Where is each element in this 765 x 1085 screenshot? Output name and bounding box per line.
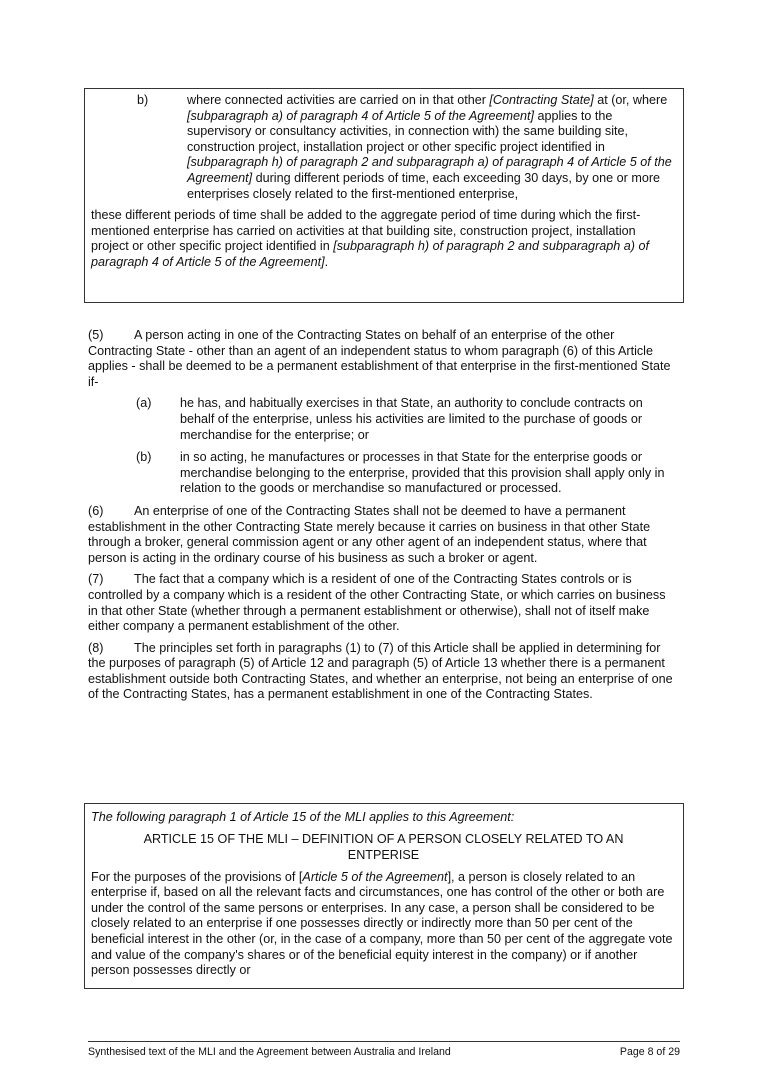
paragraph-number: (8) xyxy=(88,640,104,655)
list-item-text: he has, and habitually exercises in that State, an authority to conclude contracts on behalf of the enterprise, unless his activities are limited to the purchase of goods or merchandise for the enterprise; or xyxy=(180,396,643,442)
italic-reference: [subparagraph h) of paragraph 2 and subparagraph a) of paragraph 4 of Article 5 of the Agreement] xyxy=(91,239,649,269)
page-footer xyxy=(88,1041,680,1061)
box-intro: The following paragraph 1 of Article 15 of the MLI applies to this Agreement: xyxy=(91,810,515,824)
paragraph-7 xyxy=(88,572,678,634)
subparagraph-b xyxy=(91,93,676,202)
article-body xyxy=(88,328,678,709)
text-run: during different periods of time, each exceeding 30 days, by one or more enterprises closely related to the first-mentioned enterprise, xyxy=(187,170,661,201)
paragraph-6 xyxy=(88,504,678,566)
text-run: ], a person is closely related to an enterprise if, based on all the relevant facts and circumstances, one has control of the other or both are under the control of the same persons or enterprises. In any case, a person shall be considered to be closely related to an enterprise if one possesses directly or indirectly more than 50 per cent of the beneficial interest in the other (or, in the case of a company, more than 50 per cent of the aggregate vote and value of the company's shares or of the beneficial equity interest in the company) or if another person possesses directly or xyxy=(91,869,673,978)
italic-reference: Article 5 of the Agreement xyxy=(302,869,448,884)
list-item-label: (b) xyxy=(136,450,152,465)
article-title-line-2: ENTPERISE xyxy=(347,847,420,862)
text-run: at (or, where xyxy=(593,93,668,107)
paragraph-number: (7) xyxy=(88,572,104,587)
paragraph-8 xyxy=(88,641,678,703)
paragraph-5 xyxy=(88,328,678,390)
article-title-line-1: ARTICLE 15 OF THE MLI – DEFINITION OF A PERSON CLOSELY RELATED TO AN xyxy=(143,831,624,846)
text-run: . xyxy=(324,254,329,269)
subparagraph-text xyxy=(187,93,676,202)
text-run: For the purposes of the provisions of [ xyxy=(91,869,303,884)
text-run: where connected activities are carried on in that other xyxy=(187,93,490,107)
paragraph-number: (6) xyxy=(88,503,104,518)
list-item-a xyxy=(88,396,678,443)
list-item-label: (a) xyxy=(136,396,152,411)
page-number: Page 8 of 29 xyxy=(619,1046,680,1058)
text-run: applies to the supervisory or consultancy activities, in connection with) the same building site, construction project, installation project or other specific project identified in xyxy=(187,108,628,154)
italic-reference: [Contracting State] xyxy=(489,93,594,107)
paragraph-text: An enterprise of one of the Contracting States shall not be deemed to have a permanent establishment in the other Contracting State merely because it carries on business in that other State through a broker, general commission agent or any other agent of an independent status, where that person is acting in the ordinary course of his business as such a broker or agent. xyxy=(88,503,651,565)
closing-paragraph xyxy=(91,208,676,270)
article-body-text xyxy=(91,870,676,979)
paragraph-number: (5) xyxy=(88,328,104,342)
mli-provision-box-article-14 xyxy=(84,88,684,303)
paragraph-text: The principles set forth in paragraphs (1) to (7) of this Article shall be applied in determining for the purposes of paragraph (5) of Article 12 and paragraph (5) of Article 13 whether there is a permanent establishment outside both Contracting States, and whether an enterprise, not being an enterprise of one of the Contracting States, has a permanent establishment in one of the Contracting States. xyxy=(88,640,673,702)
list-item-text: in so acting, he manufactures or processes in that State for the enterprise goods or merchandise belonging to the enterprise, provided that this provision shall apply only in relation to the goods or merchandise so manufactured or processed. xyxy=(180,450,665,496)
mli-provision-box-article-15 xyxy=(84,803,684,989)
paragraph-text: The fact that a company which is a resident of one of the Contracting States controls or is controlled by a company which is a resident of the other Contracting State, or which carries on business in that other State (whether through a permanent establishment or otherwise), shall not of itself make either company a permanent establishment of the other. xyxy=(88,572,666,634)
footer-document-title: Synthesised text of the MLI and the Agreement between Australia and Ireland xyxy=(88,1046,451,1058)
paragraph-text: A person acting in one of the Contracting States on behalf of an enterprise of the other Contracting State - other than an agent of an independent status to whom paragraph (6) of this Article applies - shall be deemed to be a permanent establishment of that enterprise in the first-mentioned State if- xyxy=(88,328,671,389)
article-title xyxy=(91,831,676,863)
italic-reference: [subparagraph h) of paragraph 2 and subparagraph a) of paragraph 4 of Article 5 of the Agreement] xyxy=(187,155,672,185)
text-run: these different periods of time shall be added to the aggregate period of time during which the first-mentioned enterprise has carried on activities at that building site, construction project, installation project or other specific project identified in xyxy=(91,208,641,254)
subparagraph-label: b) xyxy=(137,93,149,107)
italic-reference: [subparagraph a) of paragraph 4 of Article 5 of the Agreement] xyxy=(187,108,535,123)
list-item-b xyxy=(88,450,678,497)
